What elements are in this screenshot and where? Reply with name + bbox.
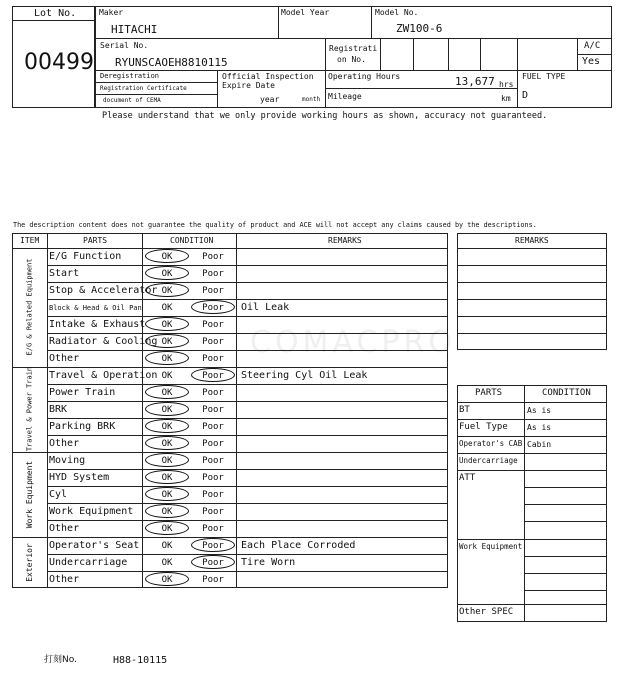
- inspection-label-2: Expire Date: [222, 81, 275, 90]
- selected-condition-circle: [145, 487, 189, 501]
- part-name: Other: [49, 523, 80, 534]
- parts-table-part: Fuel Type: [459, 422, 508, 432]
- poor-option: Poor: [202, 252, 224, 262]
- fuel-type-label: FUEL TYPE: [522, 72, 566, 81]
- row-divider: [457, 470, 607, 471]
- mileage-label: Mileage: [328, 92, 362, 101]
- parts-table-part: BT: [459, 405, 470, 415]
- part-name: Radiator & Cooling: [49, 336, 158, 347]
- sub-row-divider: [524, 487, 607, 488]
- lot-label: Lot No.: [34, 8, 77, 19]
- column-divider: [236, 233, 237, 588]
- selected-condition-circle: [145, 572, 189, 586]
- poor-option: Poor: [202, 320, 224, 330]
- remark-text: Tire Worn: [241, 557, 296, 568]
- selected-condition-circle: [145, 436, 189, 450]
- ok-option: OK: [161, 524, 173, 534]
- hrs-label: hrs: [499, 80, 514, 89]
- part-name: Other: [49, 574, 80, 585]
- poor-option: Poor: [202, 354, 224, 364]
- poor-option: Poor: [202, 269, 224, 279]
- row-divider: [457, 265, 607, 266]
- header-divider: [457, 248, 607, 249]
- parts-table-part: Operator's CAB: [459, 439, 523, 448]
- poor-option: Poor: [202, 439, 224, 449]
- row-divider: [47, 299, 448, 300]
- poor-option: Poor: [202, 490, 224, 500]
- poor-option: Poor: [202, 337, 224, 347]
- row-divider: [47, 316, 448, 317]
- group-divider: [12, 537, 448, 538]
- ok-option: OK: [161, 286, 173, 296]
- operating-hours-value: 13,677: [455, 75, 495, 88]
- poor-option: Poor: [202, 473, 224, 483]
- sub-row-divider: [524, 573, 607, 574]
- row-divider: [457, 604, 607, 605]
- parts-table-part: Undercarriage: [459, 456, 518, 465]
- operating-hours-label: Operating Hours: [328, 72, 401, 81]
- condition-header: CONDITION: [542, 388, 591, 398]
- part-name: Parking BRK: [49, 421, 116, 432]
- row-divider: [47, 401, 448, 402]
- ok-option: OK: [161, 507, 173, 517]
- ok-option: OK: [161, 320, 173, 330]
- ok-option: OK: [161, 269, 173, 279]
- disclaimer: The description content does not guarantee the quality of product and ACE will not accept any claims caused by the descriptions.: [13, 221, 537, 229]
- part-name: Travel & Operation: [49, 370, 158, 381]
- watermark: COMACPRO: [250, 325, 456, 360]
- part-name: BRK: [49, 404, 68, 415]
- selected-condition-circle: [145, 317, 189, 331]
- part-name: Stop & Accelerator: [49, 285, 158, 296]
- group-label: Work Equipment: [25, 460, 34, 528]
- sub-row-divider: [524, 556, 607, 557]
- parts-table-condition: Cabin: [527, 440, 552, 449]
- selected-condition-circle: [145, 385, 189, 399]
- parts-header: PARTS: [83, 236, 108, 245]
- part-name: Operator's Seat: [49, 540, 140, 551]
- row-divider: [47, 571, 448, 572]
- ok-option: OK: [161, 558, 173, 568]
- remarks-box-header: REMARKS: [515, 236, 549, 245]
- parts-header: PARTS: [475, 388, 503, 398]
- maker-label: Maker: [99, 8, 124, 17]
- selected-condition-circle: [145, 402, 189, 416]
- header-divider: [457, 402, 607, 403]
- remark-text: Each Place Corroded: [241, 540, 356, 551]
- row-divider: [457, 316, 607, 317]
- month-label: month: [302, 96, 321, 103]
- selected-condition-circle: [191, 300, 235, 314]
- poor-option: Poor: [202, 558, 224, 568]
- stamp-no-value: H88-10115: [113, 655, 168, 666]
- row-divider: [47, 486, 448, 487]
- selected-condition-circle: [145, 470, 189, 484]
- poor-option: Poor: [202, 507, 224, 517]
- group-divider: [12, 452, 448, 453]
- inspection-label: Official Inspection: [222, 72, 314, 81]
- part-name: Other: [49, 353, 80, 364]
- poor-option: Poor: [202, 575, 224, 585]
- row-divider: [47, 435, 448, 436]
- maker-value: HITACHI: [111, 23, 158, 36]
- row-divider: [47, 384, 448, 385]
- selected-condition-circle: [145, 249, 189, 263]
- row-divider: [457, 333, 607, 334]
- poor-option: Poor: [202, 371, 224, 381]
- lot-number: 00499: [24, 50, 94, 75]
- selected-condition-circle: [191, 538, 235, 552]
- remark-text: Oil Leak: [241, 302, 290, 313]
- row-divider: [457, 419, 607, 420]
- ok-option: OK: [161, 439, 173, 449]
- part-name: Undercarriage: [49, 557, 128, 568]
- parts-table-condition: As is: [527, 423, 552, 432]
- row-divider: [47, 282, 448, 283]
- remark-text: Steering Cyl Oil Leak: [241, 370, 368, 381]
- selected-condition-circle: [145, 453, 189, 467]
- model-no-label: Model No.: [375, 8, 419, 17]
- row-divider: [457, 453, 607, 454]
- selected-condition-circle: [145, 351, 189, 365]
- selected-condition-circle: [145, 334, 189, 348]
- part-name: Cyl: [49, 489, 68, 500]
- ok-option: OK: [161, 371, 173, 381]
- hours-note: Please understand that we only provide working hours as shown, accuracy not guaranteed.: [102, 111, 548, 121]
- part-name: Block & Head & Oil Pan: [49, 304, 142, 312]
- row-divider: [47, 333, 448, 334]
- part-name: Start: [49, 268, 80, 279]
- part-name: Intake & Exhaust: [49, 319, 146, 330]
- poor-option: Poor: [202, 303, 224, 313]
- ok-option: OK: [161, 490, 173, 500]
- row-divider: [47, 469, 448, 470]
- row-divider: [47, 418, 448, 419]
- selected-condition-circle: [145, 266, 189, 280]
- km-label: km: [501, 94, 511, 103]
- ok-option: OK: [161, 252, 173, 262]
- stamp-no-label: 打刻No.: [44, 655, 77, 665]
- part-name: Power Train: [49, 387, 116, 398]
- column-divider: [47, 233, 48, 588]
- fuel-type-value: D: [522, 90, 529, 101]
- ok-option: OK: [161, 303, 173, 313]
- header-divider: [12, 248, 448, 249]
- deregistration-label: Deregistration: [100, 72, 160, 80]
- row-divider: [47, 554, 448, 555]
- remarks-header: REMARKS: [328, 236, 362, 245]
- ac-label: A/C: [584, 41, 601, 51]
- part-name: Other: [49, 438, 80, 449]
- ok-option: OK: [161, 388, 173, 398]
- ok-option: OK: [161, 473, 173, 483]
- selected-condition-circle: [191, 368, 235, 382]
- poor-option: Poor: [202, 286, 224, 296]
- group-label: Exterior: [25, 542, 34, 582]
- selected-condition-circle: [145, 521, 189, 535]
- part-name: Moving: [49, 455, 86, 466]
- row-divider: [457, 436, 607, 437]
- sub-row-divider: [524, 590, 607, 591]
- registration-certificate-label: Registration Certificate: [100, 85, 187, 92]
- group-label: Travel & Power Train: [25, 366, 34, 451]
- row-divider: [47, 265, 448, 266]
- parts-table-part: Work Equipment: [459, 542, 523, 551]
- poor-option: Poor: [202, 388, 224, 398]
- model-no-value: ZW100-6: [396, 22, 443, 35]
- parts-table-part: Other SPEC: [459, 607, 514, 617]
- cema-label: document of CEMA: [103, 97, 161, 104]
- part-name: E/G Function: [49, 251, 122, 262]
- row-divider: [457, 282, 607, 283]
- row-divider: [47, 520, 448, 521]
- serial-value: RYUNSCAOEH8810115: [115, 56, 228, 69]
- ok-option: OK: [161, 541, 173, 551]
- registration-label-2: on No.: [337, 55, 366, 64]
- part-name: Work Equipment: [49, 506, 134, 517]
- ok-option: OK: [161, 337, 173, 347]
- poor-option: Poor: [202, 405, 224, 415]
- ac-value: Yes: [582, 56, 601, 67]
- poor-option: Poor: [202, 456, 224, 466]
- row-divider: [457, 539, 607, 540]
- selected-condition-circle: [145, 283, 189, 297]
- ok-option: OK: [161, 405, 173, 415]
- row-divider: [47, 503, 448, 504]
- ok-option: OK: [161, 354, 173, 364]
- serial-label: Serial No.: [100, 41, 149, 50]
- condition-header: CONDITION: [170, 236, 214, 245]
- selected-condition-circle: [145, 419, 189, 433]
- group-label: E/G & Related Equipment: [25, 258, 34, 355]
- poor-option: Poor: [202, 524, 224, 534]
- sub-row-divider: [524, 521, 607, 522]
- parts-table-condition: As is: [527, 406, 552, 415]
- parts-table-part: ATT: [459, 473, 476, 483]
- row-divider: [47, 350, 448, 351]
- ok-option: OK: [161, 422, 173, 432]
- selected-condition-circle: [145, 504, 189, 518]
- year-label: year: [260, 95, 280, 104]
- poor-option: Poor: [202, 541, 224, 551]
- model-year-label: Model Year: [281, 8, 330, 17]
- part-name: HYD System: [49, 472, 110, 483]
- ok-option: OK: [161, 575, 173, 585]
- ok-option: OK: [161, 456, 173, 466]
- registration-label: Registrati: [329, 44, 378, 53]
- poor-option: Poor: [202, 422, 224, 432]
- selected-condition-circle: [191, 555, 235, 569]
- sub-row-divider: [524, 504, 607, 505]
- group-divider: [12, 367, 448, 368]
- item-header: ITEM: [20, 236, 40, 245]
- row-divider: [457, 299, 607, 300]
